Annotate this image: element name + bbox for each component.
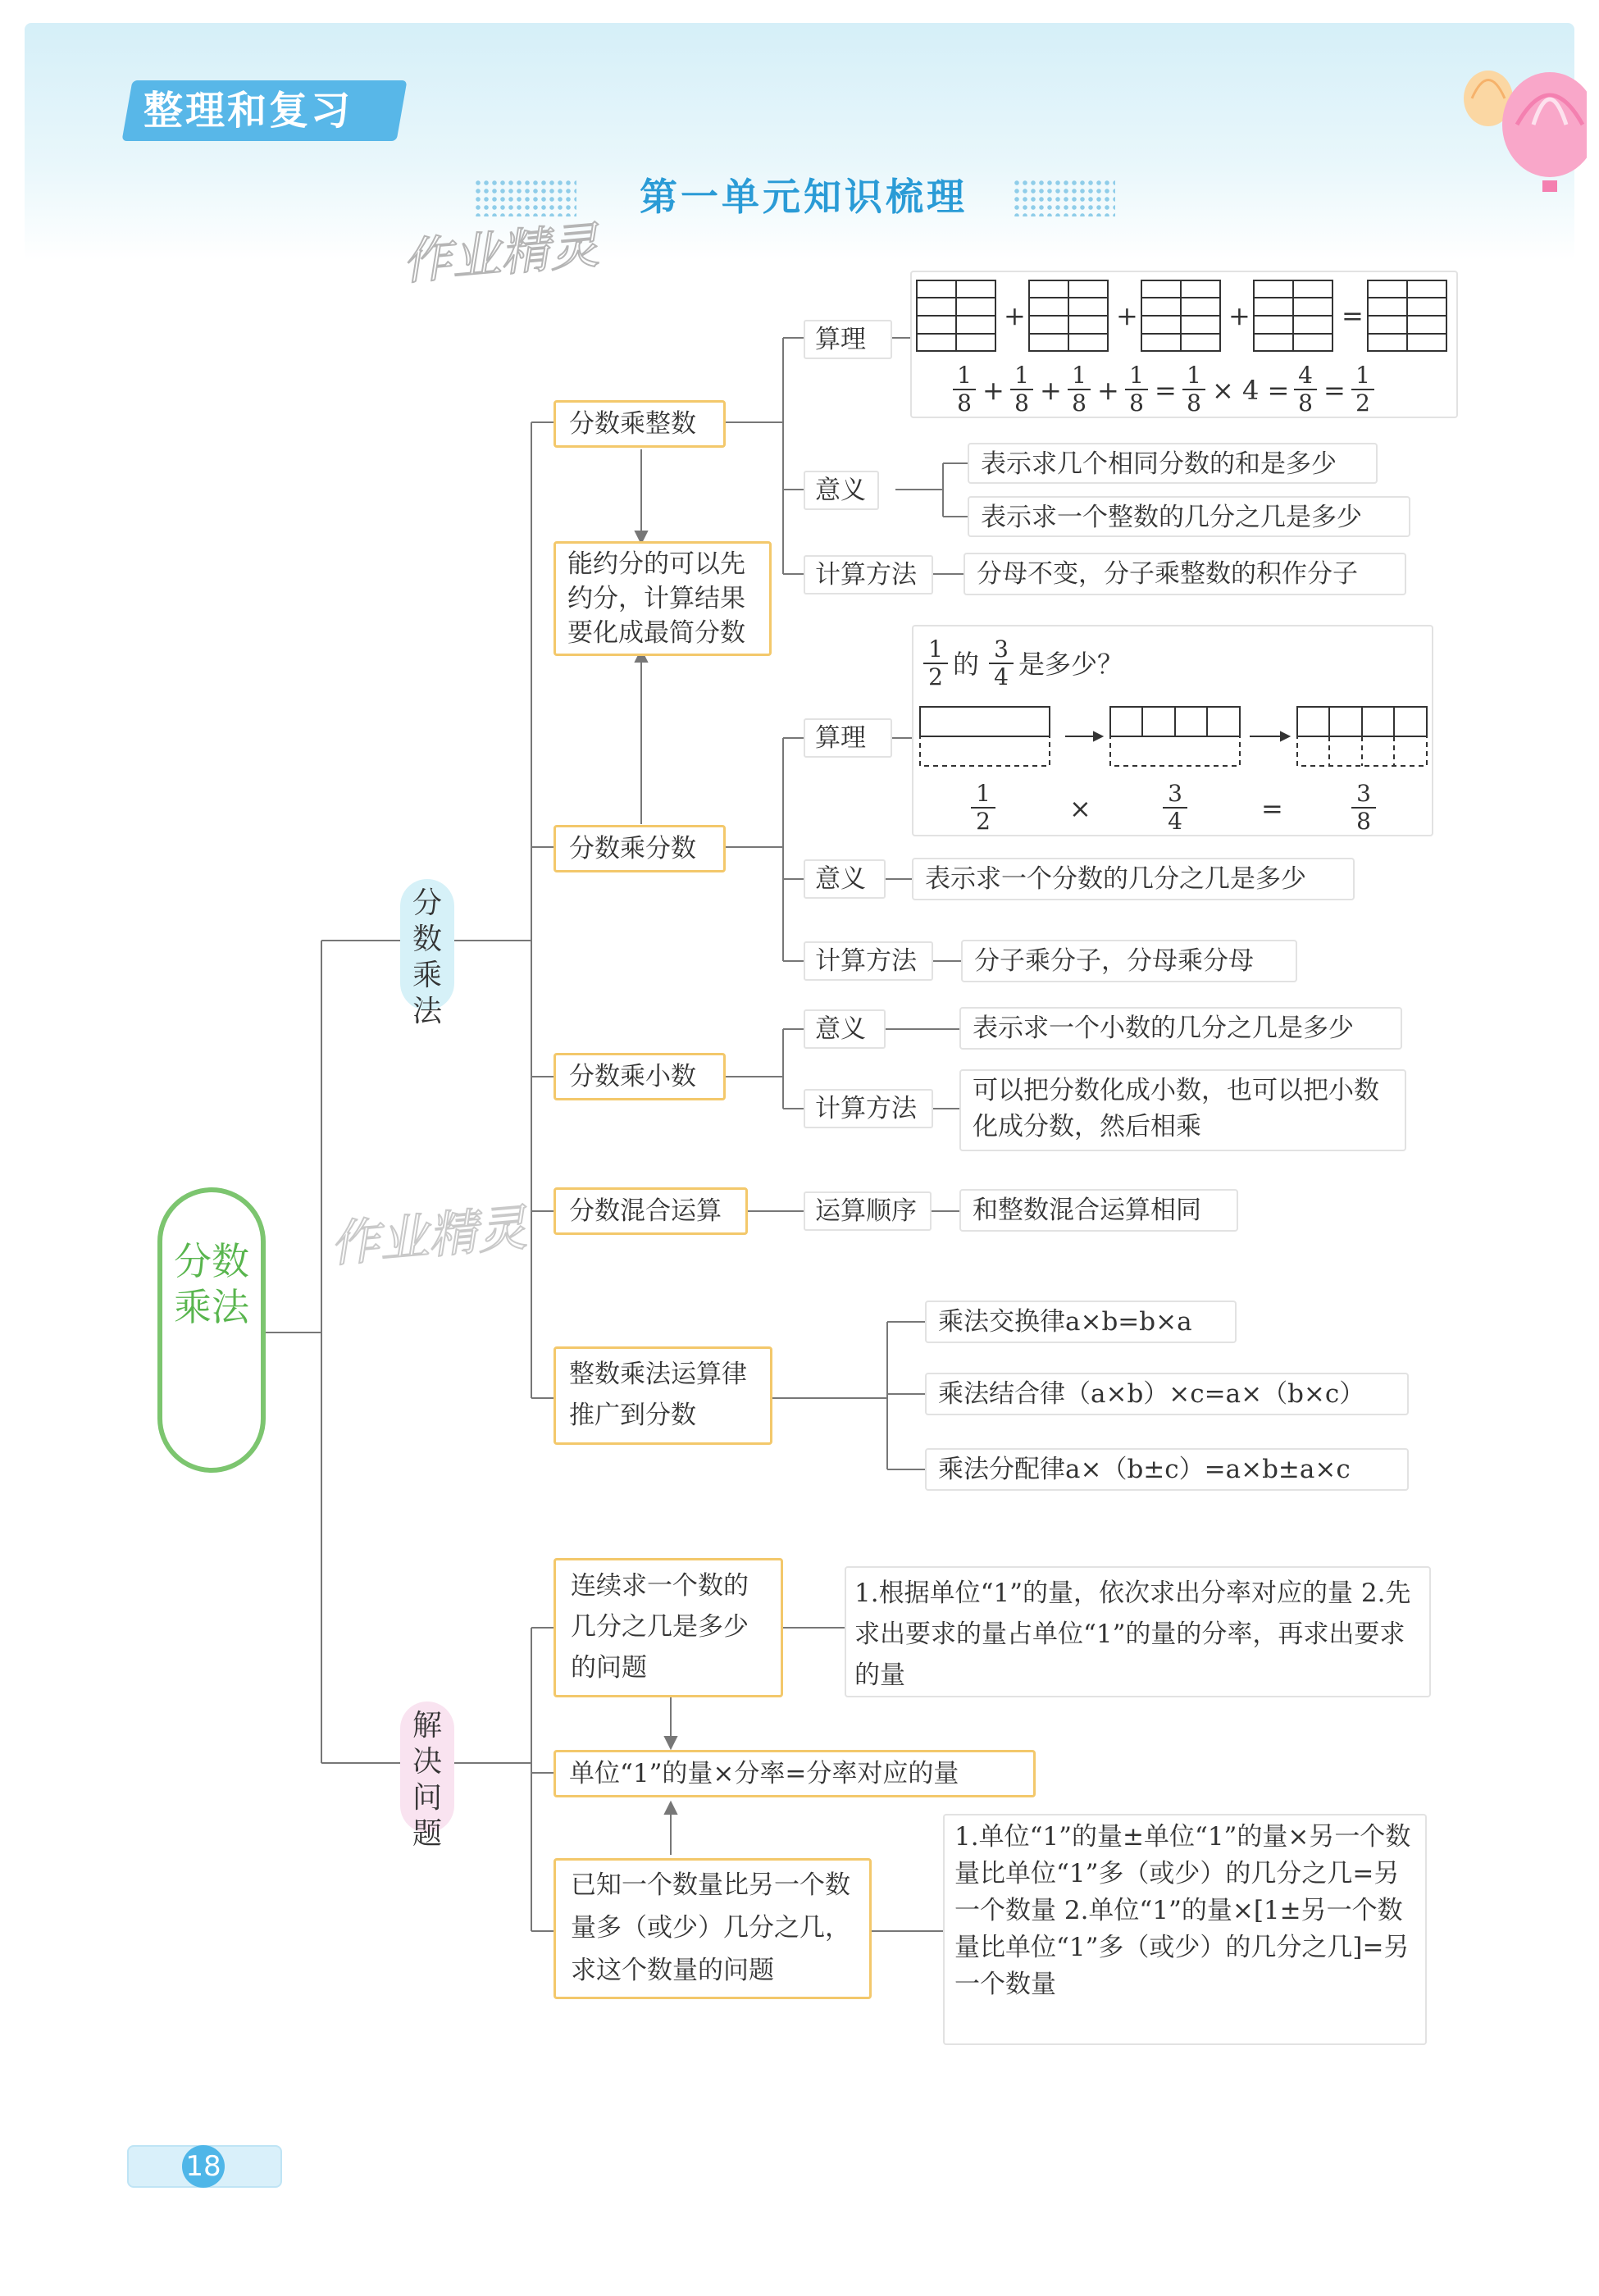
equation-operator: + xyxy=(1097,375,1119,406)
equation-fraction-c: $\frac{3}{8}$ xyxy=(1351,781,1376,835)
node-continuous-problem: 连续求一个数的几分之几是多少的问题 xyxy=(554,1558,783,1697)
node-mixed-operations: 分数混合运算 xyxy=(554,1187,748,1235)
equation-fraction: $\frac{1}{8}$ xyxy=(953,362,976,417)
page-title: 第一单元知识梳理 xyxy=(640,175,968,219)
more-less-solution-steps: 1.单位“1”的量±单位“1”的量×另一个数量比单位“1”多（或少）的几分之几=另一个数量 2.单位“1”的量×[1±另一个数量比单位“1”多（或少）的几分之几]=另一个数量 xyxy=(943,1814,1427,2045)
meaning-fraction: 表示求一个分数的几分之几是多少 xyxy=(912,858,1355,900)
law-commutative: 乘法交换律a×b=b×a xyxy=(925,1301,1237,1343)
fraction-diagram-panel xyxy=(910,271,1458,418)
equation-fraction-b: $\frac{3}{4}$ xyxy=(1163,781,1187,835)
label-order-of-operations: 运算顺序 xyxy=(804,1191,932,1231)
meaning-sum-of-fractions: 表示求几个相同分数的和是多少 xyxy=(968,443,1378,484)
svg-text:+: + xyxy=(1004,300,1026,331)
method-fraction: 分子乘分子，分母乘分母 xyxy=(961,940,1297,982)
equation-operator: + xyxy=(1040,375,1062,406)
root-node: 分数乘法 xyxy=(157,1187,266,1473)
node-more-less-problem: 已知一个数量比另一个数量多（或少）几分之几，求这个数量的问题 xyxy=(554,1858,872,1999)
label-meaning: 意义 xyxy=(804,471,879,510)
label-meaning: 意义 xyxy=(804,1009,886,1049)
equation-operator: + xyxy=(982,375,1004,406)
svg-text:+: + xyxy=(1116,300,1138,331)
label-meaning: 意义 xyxy=(804,859,886,899)
equation-fraction: $\frac{4}{8}$ xyxy=(1294,362,1317,417)
mixed-operations-rule: 和整数混合运算相同 xyxy=(959,1189,1238,1232)
equation-operator: = xyxy=(1323,375,1346,406)
label-method: 计算方法 xyxy=(804,941,933,981)
equation-operator: × 4 = xyxy=(1212,375,1290,406)
label-reason: 算理 xyxy=(804,320,892,359)
section-tag: 整理和复习 xyxy=(144,88,353,134)
label-method: 计算方法 xyxy=(804,555,933,594)
watermark: 作业精灵 xyxy=(399,216,602,292)
equation-fraction: $\frac{1}{8}$ xyxy=(1068,362,1091,417)
node-fraction-times-integer: 分数乘整数 xyxy=(554,400,726,448)
question-fraction-a: $\frac{1}{2}$ xyxy=(923,636,948,690)
node-multiplication-laws: 整数乘法运算律推广到分数 xyxy=(554,1346,772,1445)
question-tail: 是多少？ xyxy=(1018,649,1124,680)
continuous-solution-steps: 1.根据单位“1”的量，依次求出分率对应的量 2.先求出要求的量占单位“1”的量的分率，再求出要求的量 xyxy=(845,1566,1431,1697)
question-line xyxy=(923,636,1169,694)
fraction-area-diagram xyxy=(913,702,1435,792)
fraction-times-fraction-panel xyxy=(912,625,1433,836)
label-reason: 算理 xyxy=(804,718,892,758)
label-method: 计算方法 xyxy=(804,1089,933,1128)
node-key-formula: 单位“1”的量×分率=分率对应的量 xyxy=(554,1750,1036,1797)
page-number: 18 xyxy=(182,2145,225,2188)
node-fraction-times-fraction: 分数乘分数 xyxy=(554,825,726,872)
method-integer: 分母不变，分子乘整数的积作分子 xyxy=(963,553,1406,595)
equation-fraction: $\frac{1}{8}$ xyxy=(1010,362,1033,417)
branch-problem-solving: 解决问题 xyxy=(400,1702,454,1833)
question-fraction-b: $\frac{3}{4}$ xyxy=(989,636,1014,690)
law-associative: 乘法结合律（a×b）×c=a×（b×c） xyxy=(925,1373,1409,1415)
law-distributive: 乘法分配律a×（b±c）=a×b±a×c xyxy=(925,1448,1409,1491)
watermark: 作业精灵 xyxy=(327,1199,530,1274)
equation-times: × xyxy=(1069,793,1091,824)
meaning-decimal: 表示求一个小数的几分之几是多少 xyxy=(959,1007,1402,1050)
equation-fraction: $\frac{1}{8}$ xyxy=(1125,362,1148,417)
node-fraction-times-decimal: 分数乘小数 xyxy=(554,1053,726,1100)
equation-fraction: $\frac{1}{8}$ xyxy=(1182,362,1205,417)
equation-fraction: $\frac{1}{2}$ xyxy=(1351,362,1374,417)
method-decimal: 可以把分数化成小数，也可以把小数化成分数，然后相乘 xyxy=(959,1069,1406,1151)
equation-equals: = xyxy=(1261,793,1283,824)
svg-text:+: + xyxy=(1228,300,1250,331)
meaning-integer-fraction: 表示求一个整数的几分之几是多少 xyxy=(968,496,1410,537)
equation-operator: = xyxy=(1155,375,1177,406)
branch-fraction-multiplication: 分数乘法 xyxy=(400,879,454,1010)
question-de: 的 xyxy=(953,649,980,680)
fraction-equation-integer xyxy=(953,362,1445,420)
node-simplify-note: 能约分的可以先约分，计算结果要化成最简分数 xyxy=(554,541,772,656)
eighths-grid-diagram xyxy=(912,277,1456,355)
svg-text:=: = xyxy=(1342,300,1364,331)
equation-fraction-a: $\frac{1}{2}$ xyxy=(971,781,995,835)
